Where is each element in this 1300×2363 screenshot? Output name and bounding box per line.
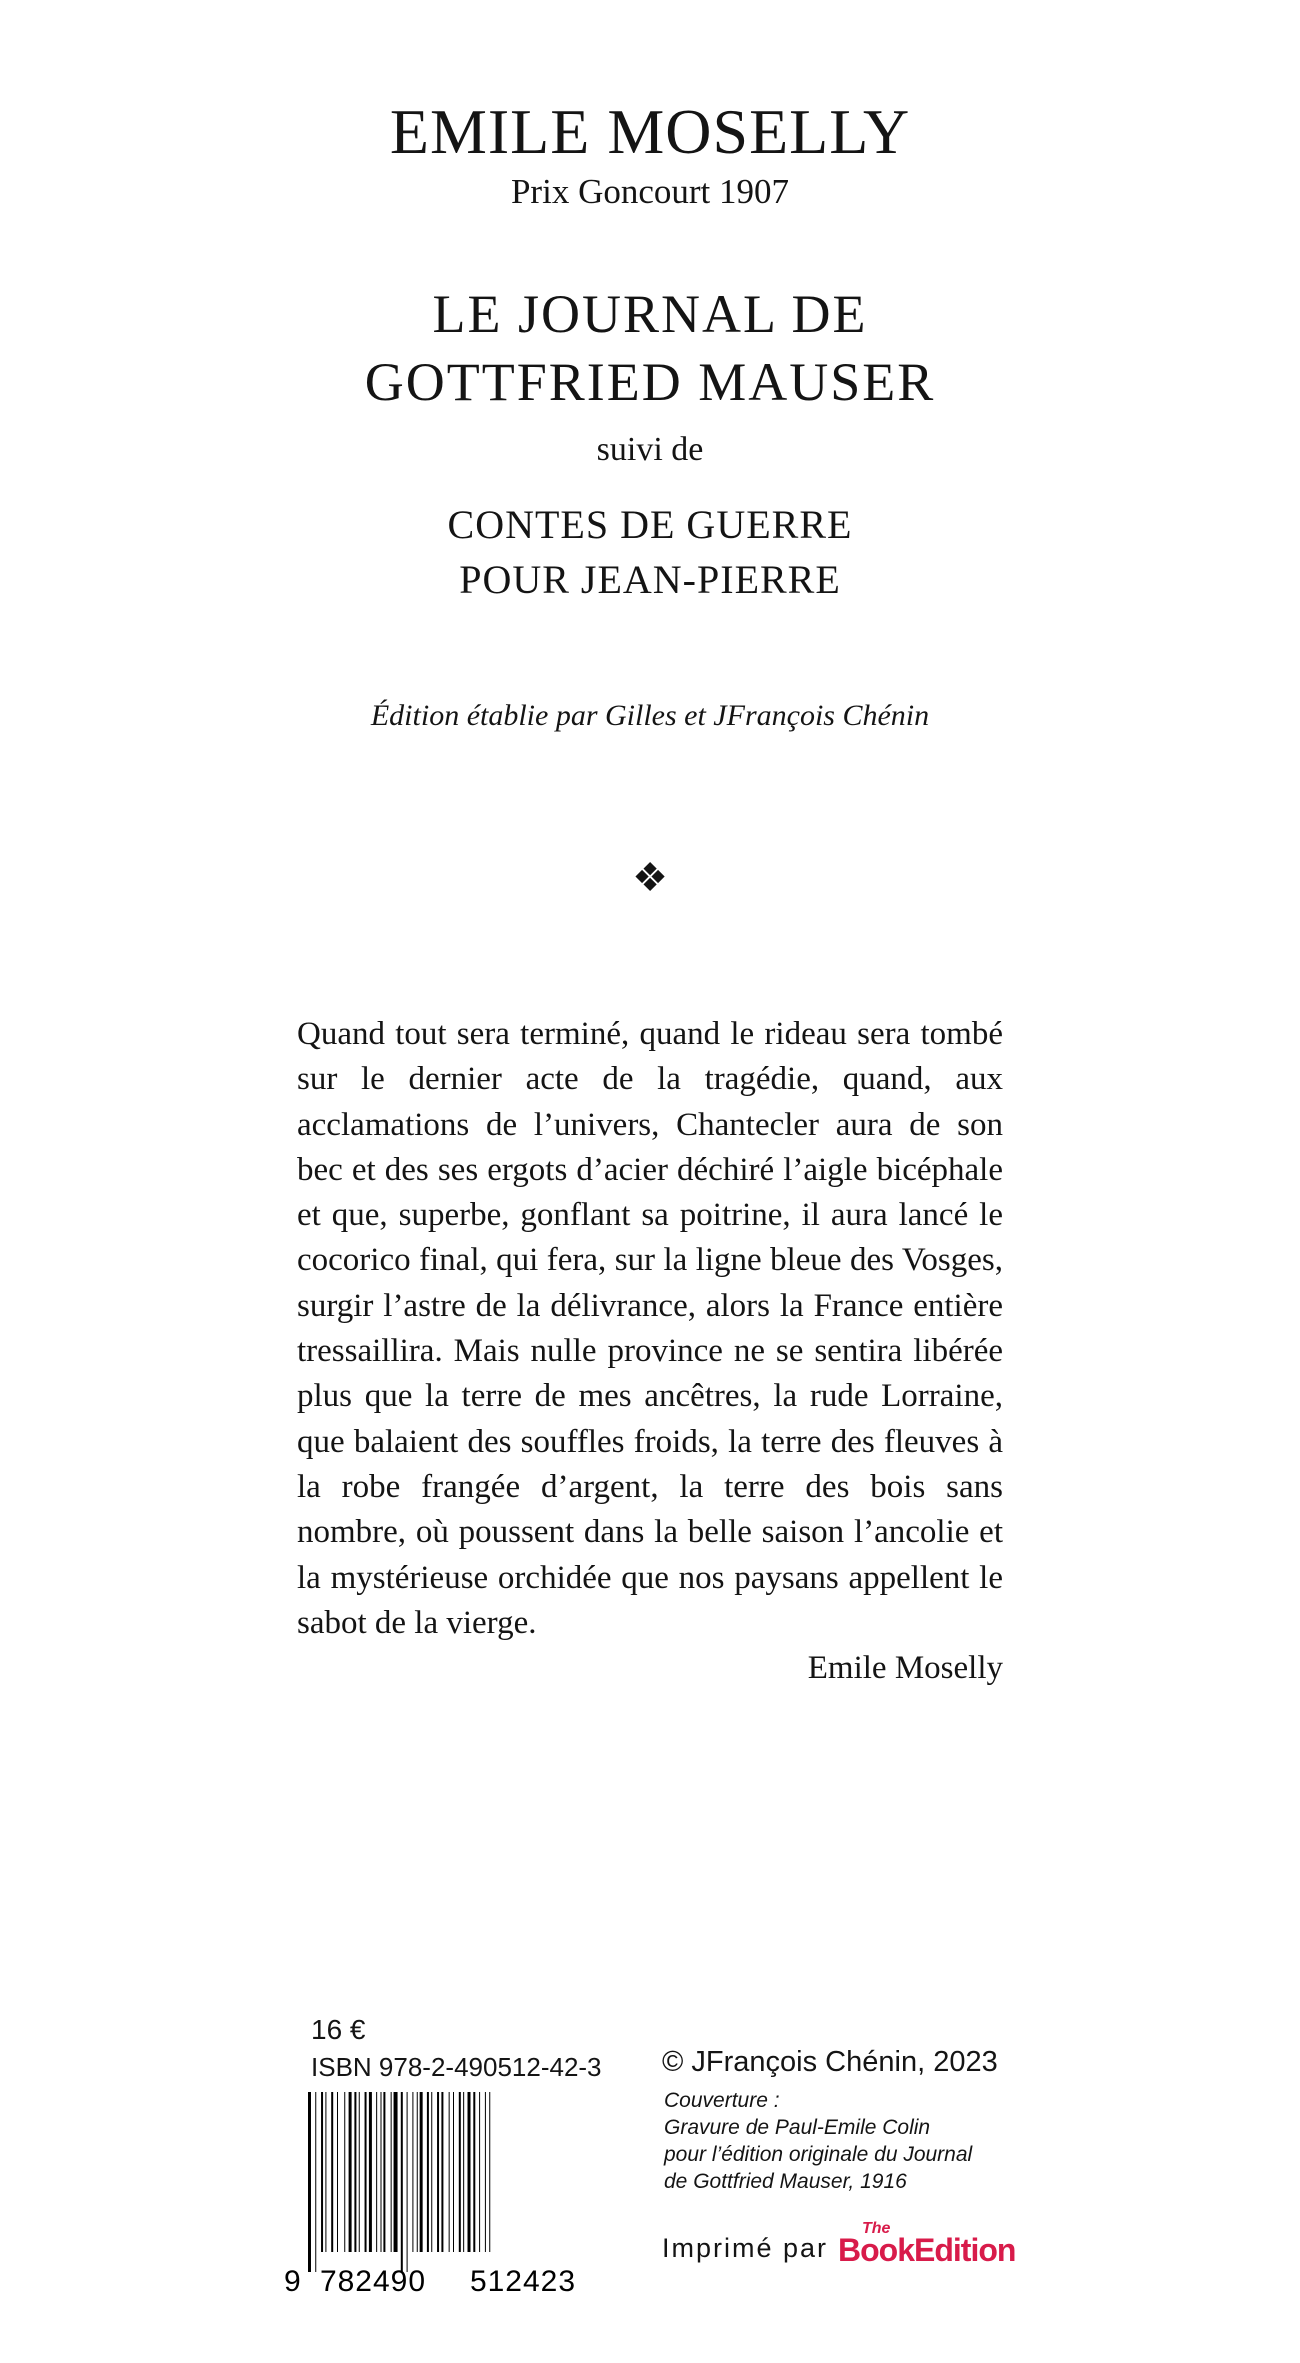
prize-subtitle: Prix Goncourt 1907 xyxy=(510,172,790,211)
barcode xyxy=(278,2092,618,2300)
price-label: 16 € xyxy=(311,2014,366,2045)
back-cover-quote: Quand tout sera terminé, quand le rideau sera tombé sur le dernier acte de la tragédie, quand, aux acclamations de l’univers, Chantecler aura de son bec et des ses ergots d’acier déchiré l’aigle bicéphale et que, superbe, gonflant sa poitrine, il aura lancé le cocorico final, qui fera, sur la ligne bleue des Vosges, surgir l’astre de la délivrance, alors la France entière tressaillira. Mais nulle province ne se sentira libérée plus que la terre de mes ancêtres, la rude Lorraine, que balaient des souffles froids, la terre des fleuves à la robe frangée d’argent, la terre des bois sans nombre, où poussent dans la belle saison l’ancolie et la mystérieuse orchidée que nos paysans appellent le sabot de la vierge. xyxy=(297,1016,1003,1641)
barcode-bar xyxy=(391,2092,392,2252)
ornament-icon: ❖ xyxy=(632,855,668,900)
cover-credit-line-2: pour l’édition originale du Journal xyxy=(664,2143,973,2166)
barcode-bar xyxy=(383,2092,385,2252)
barcode-bar xyxy=(479,2092,480,2252)
barcode-bar xyxy=(344,2092,345,2252)
barcode-bar xyxy=(381,2092,382,2252)
barcode-lead-digit: 9 xyxy=(284,2265,301,2298)
barcode-bar xyxy=(337,2092,338,2252)
barcode-digits-left: 782490 xyxy=(319,2265,427,2298)
bookedition-logo xyxy=(838,2220,1058,2270)
printed-by-label: Imprimé par xyxy=(662,2233,829,2263)
book-title-line-2: GOTTFRIED MAUSER xyxy=(364,352,936,412)
barcode-bar xyxy=(401,2092,403,2272)
barcode-bar xyxy=(453,2092,454,2252)
barcode-bar xyxy=(412,2092,413,2252)
barcode-bar xyxy=(449,2092,450,2252)
copyright-notice: © JFrançois Chénin, 2023 xyxy=(662,2046,998,2078)
barcode-bar xyxy=(468,2092,471,2252)
barcode-bar xyxy=(354,2092,356,2252)
barcode-digits-right: 512423 xyxy=(469,2265,577,2298)
barcode-bar xyxy=(459,2092,461,2252)
barcode-bar xyxy=(349,2092,352,2252)
title-connector: suivi de xyxy=(596,431,704,468)
logo-edition: Edition xyxy=(914,2232,1016,2268)
barcode-bar xyxy=(427,2092,429,2252)
cover-credit-label: Couverture : xyxy=(664,2089,780,2112)
barcode-bar xyxy=(441,2092,443,2252)
second-title-line-2: POUR JEAN-PIERRE xyxy=(459,557,841,602)
barcode-bar xyxy=(308,2092,311,2272)
barcode-bar xyxy=(376,2092,377,2252)
barcode-bar xyxy=(407,2092,408,2272)
barcode-bar xyxy=(489,2092,490,2252)
barcode-bar xyxy=(369,2092,372,2252)
isbn-label: ISBN 978-2-490512-42-3 xyxy=(311,2052,602,2082)
barcode-bar xyxy=(325,2092,326,2252)
barcode-bar xyxy=(365,2092,367,2252)
author-name: EMILE MOSELLY xyxy=(389,96,911,167)
logo-the: The xyxy=(862,2220,891,2237)
barcode-bar xyxy=(394,2092,398,2252)
barcode-bars xyxy=(308,2092,490,2272)
barcode-bar xyxy=(331,2092,333,2252)
cover-credit-line-3: de Gottfried Mauser, 1916 xyxy=(664,2170,907,2193)
barcode-bar xyxy=(420,2092,423,2252)
second-title-line-1: CONTES DE GUERRE xyxy=(447,502,853,547)
barcode-bar xyxy=(431,2092,432,2252)
barcode-bar xyxy=(321,2092,323,2252)
barcode-bar xyxy=(359,2092,360,2252)
barcode-bar xyxy=(437,2092,439,2252)
logo-book: Book xyxy=(838,2232,914,2268)
cover-credit-line-1: Gravure de Paul-Emile Colin xyxy=(664,2116,931,2139)
book-title-line-1: LE JOURNAL DE xyxy=(432,284,868,344)
barcode-bar xyxy=(473,2092,475,2252)
barcode-bar xyxy=(485,2092,486,2252)
edition-note: Édition établie par Gilles et JFrançois Chénin xyxy=(370,699,930,732)
logo-wordmark xyxy=(838,2232,1015,2268)
quote-signature: Emile Moselly xyxy=(807,1650,1003,1686)
barcode-bar xyxy=(463,2092,464,2252)
barcode-bar xyxy=(417,2092,418,2252)
barcode-bar xyxy=(315,2092,316,2272)
